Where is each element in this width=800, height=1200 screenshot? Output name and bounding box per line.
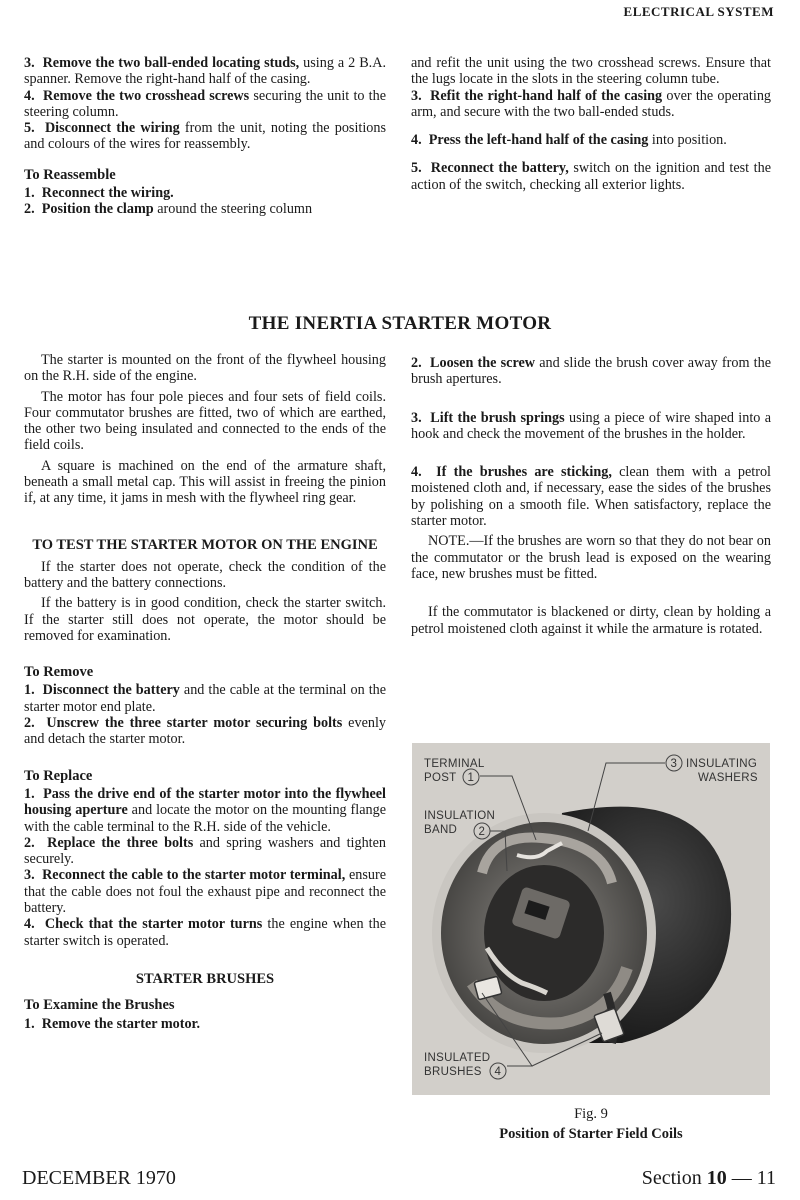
commutator-paragraph: If the commutator is blackened or dirty, clean by holding a petrol moistened cloth against it while the armature is rotated. <box>411 604 771 637</box>
reassemble-heading: To Reassemble <box>24 166 116 183</box>
paragraph: A square is machined on the end of the armature shaft, beneath a small metal cap. This will assist in freeing the pinion if, at any time, it jams in mesh with the flywheel ring gear. <box>24 457 386 507</box>
step-number: 3. <box>411 87 422 104</box>
step-text: around the steering column <box>153 201 313 218</box>
label-insulation-band-number: 2 <box>478 826 486 838</box>
step-number: 3. <box>24 867 35 884</box>
step-lead: Press the left-hand half of the casing <box>428 132 649 149</box>
step-lead: If the brushes are sticking, <box>436 464 612 481</box>
label-insulated-brushes-line1: INSULATED <box>424 1052 491 1064</box>
step-text: securing the unit to the steering column. <box>24 87 387 120</box>
footer-page-number: — 11 <box>726 1167 776 1189</box>
step-number: 1. <box>24 682 35 699</box>
label-insulating-washers-line1: INSULATING <box>686 758 758 770</box>
top-left-column <box>24 55 386 218</box>
step-lead: Check that the starter motor turns <box>44 916 263 933</box>
step-text: and the cable at the terminal on the starter motor end plate. <box>24 682 387 715</box>
step-lead: Loosen the screw <box>430 355 536 371</box>
step-lead: Reconnect the battery, <box>430 160 569 177</box>
step-number: 5. <box>411 160 422 177</box>
step <box>24 1016 386 1032</box>
step-lead: Reconnect the cable to the starter motor terminal, <box>42 867 346 884</box>
label-insulation-band-line2: BAND <box>424 824 458 836</box>
step <box>411 160 771 193</box>
step-number: 4. <box>411 132 422 149</box>
step-text: clean them with a petrol moistened cloth and, if necessary, ease the sides of the brushes by polishing on a smooth file. When satisfactory, replace the starter motor. <box>411 464 772 530</box>
footer-section <box>642 1167 776 1190</box>
step-number: 2. <box>411 355 422 371</box>
right-column <box>411 355 771 637</box>
step <box>411 410 771 443</box>
step <box>24 88 386 121</box>
step-number: 2. <box>24 834 35 851</box>
step-lead: Remove the two crosshead screws <box>43 87 250 104</box>
step <box>411 355 771 388</box>
top-right-column <box>411 55 771 193</box>
step <box>24 682 386 715</box>
paragraph: If the battery is in good condition, check the starter switch. If the starter still does not operate, the motor should be removed for examination. <box>24 595 386 644</box>
step-text: and spring washers and tighten securely. <box>24 834 386 868</box>
step-text: into position. <box>648 132 727 149</box>
step <box>24 835 386 868</box>
step-lead: Position the clamp <box>41 201 154 218</box>
step-text: switch on the ignition and test the action of the switch, checking all exterior lights. <box>411 160 772 193</box>
note-paragraph: NOTE.—If the brushes are worn so that they do not bear on the commutator or the brush lead is exposed on the wearing face, new brushes must be fitted. <box>411 533 771 582</box>
step-number: 2. <box>24 715 35 732</box>
label-terminal-post-line1: TERMINAL <box>424 758 485 770</box>
starter-motor-illustration <box>412 743 770 1095</box>
step-lead: Unscrew the three starter motor securing bolts <box>46 715 343 732</box>
label-insulated-brushes-line2: BRUSHES <box>424 1066 482 1078</box>
section-title: THE INERTIA STARTER MOTOR <box>248 313 552 334</box>
test-heading: TO TEST THE STARTER MOTOR ON THE ENGINE <box>32 536 378 553</box>
figure-number: Fig. 9 <box>574 1106 608 1122</box>
continuation-text: and refit the unit using the two crosshead screws. Ensure that the lugs locate in the slots in the steering column tube. <box>411 55 771 88</box>
footer-section-number: 10 <box>706 1167 727 1189</box>
step-number: 1. <box>24 785 35 802</box>
step-lead: Lift the brush springs <box>430 409 565 426</box>
step-text: evenly and detach the starter motor. <box>24 715 386 748</box>
step-number: 2. <box>24 201 35 218</box>
footer-section-prefix: Section <box>641 1167 707 1189</box>
label-insulating-washers-line2: WASHERS <box>698 772 758 784</box>
label-insulation-band-line1: INSULATION <box>424 810 496 822</box>
step-lead: Disconnect the wiring <box>44 120 180 137</box>
step-text: and slide the brush cover away from the brush apertures. <box>411 355 772 388</box>
step <box>411 88 771 121</box>
step <box>24 201 386 217</box>
step <box>24 55 386 88</box>
step-text: the engine when the starter switch is operated. <box>24 916 386 949</box>
step <box>24 916 386 949</box>
paragraph: If the starter does not operate, check the condition of the battery and the battery connections. <box>24 558 386 591</box>
left-column <box>24 352 386 1032</box>
paragraph: The starter is mounted on the front of the flywheel housing on the R.H. side of the engine. <box>24 352 386 385</box>
step-number: 5. <box>24 120 35 137</box>
step <box>24 867 386 916</box>
label-terminal-post-number: 1 <box>467 772 475 784</box>
step-text: using a 2 B.A. spanner. Remove the right-hand half of the casing. <box>24 55 386 88</box>
step-number: 1. <box>24 185 35 202</box>
step-number: 1. <box>24 1015 35 1032</box>
brushes-heading: STARTER BRUSHES <box>135 970 275 987</box>
step-lead: Refit the right-hand half of the casing <box>430 87 663 104</box>
running-header: ELECTRICAL SYSTEM <box>623 4 774 19</box>
step-lead: Pass the drive end of the starter motor into the flywheel housing aperture <box>24 785 387 819</box>
step <box>411 132 771 148</box>
step <box>24 185 386 201</box>
step <box>24 786 386 835</box>
label-insulated-brushes-number: 4 <box>494 1066 502 1078</box>
step <box>24 120 386 153</box>
step-number: 3. <box>24 55 35 71</box>
step-lead: Disconnect the battery <box>42 682 180 699</box>
figure-title: Position of Starter Field Coils <box>499 1126 683 1142</box>
step-lead: Reconnect the wiring. <box>41 185 174 202</box>
step-number: 4. <box>24 87 35 104</box>
step-lead: Replace the three bolts <box>47 834 194 851</box>
step-number: 3. <box>411 409 422 426</box>
starter-motor-figure <box>412 743 770 1095</box>
step <box>411 464 771 529</box>
label-insulating-washers-number: 3 <box>670 758 678 770</box>
step-text: using a piece of wire shaped into a hook and check the movement of the brushes in the holder. <box>411 409 771 442</box>
remove-heading: To Remove <box>24 664 94 681</box>
paragraph: The motor has four pole pieces and four sets of field coils. Four commutator brushes are fitted, two of which are earthed, the other two being insulated and connected to the ends of the field coils. <box>24 388 386 454</box>
footer-date: DECEMBER 1970 <box>22 1167 176 1189</box>
label-terminal-post-line2: POST <box>424 772 457 784</box>
step-text: and locate the motor on the mounting flange with the cable terminal to the R.H. side of the vehicle. <box>24 802 386 835</box>
step-number: 4. <box>411 464 422 481</box>
step-text: over the operating arm, and secure with the two ball-ended studs. <box>411 87 772 120</box>
replace-heading: To Replace <box>24 767 93 784</box>
step <box>24 715 386 748</box>
step-number: 4. <box>24 916 35 933</box>
step-lead: Remove the starter motor. <box>41 1015 201 1032</box>
examine-heading: To Examine the Brushes <box>24 997 175 1014</box>
step-lead: Remove the two ball-ended locating studs, <box>42 55 300 71</box>
step-text: ensure that the cable does not foul the exhaust pipe and reconnect the battery. <box>24 867 387 917</box>
step-text: from the unit, noting the positions and colours of the wires for reassembly. <box>24 120 386 153</box>
